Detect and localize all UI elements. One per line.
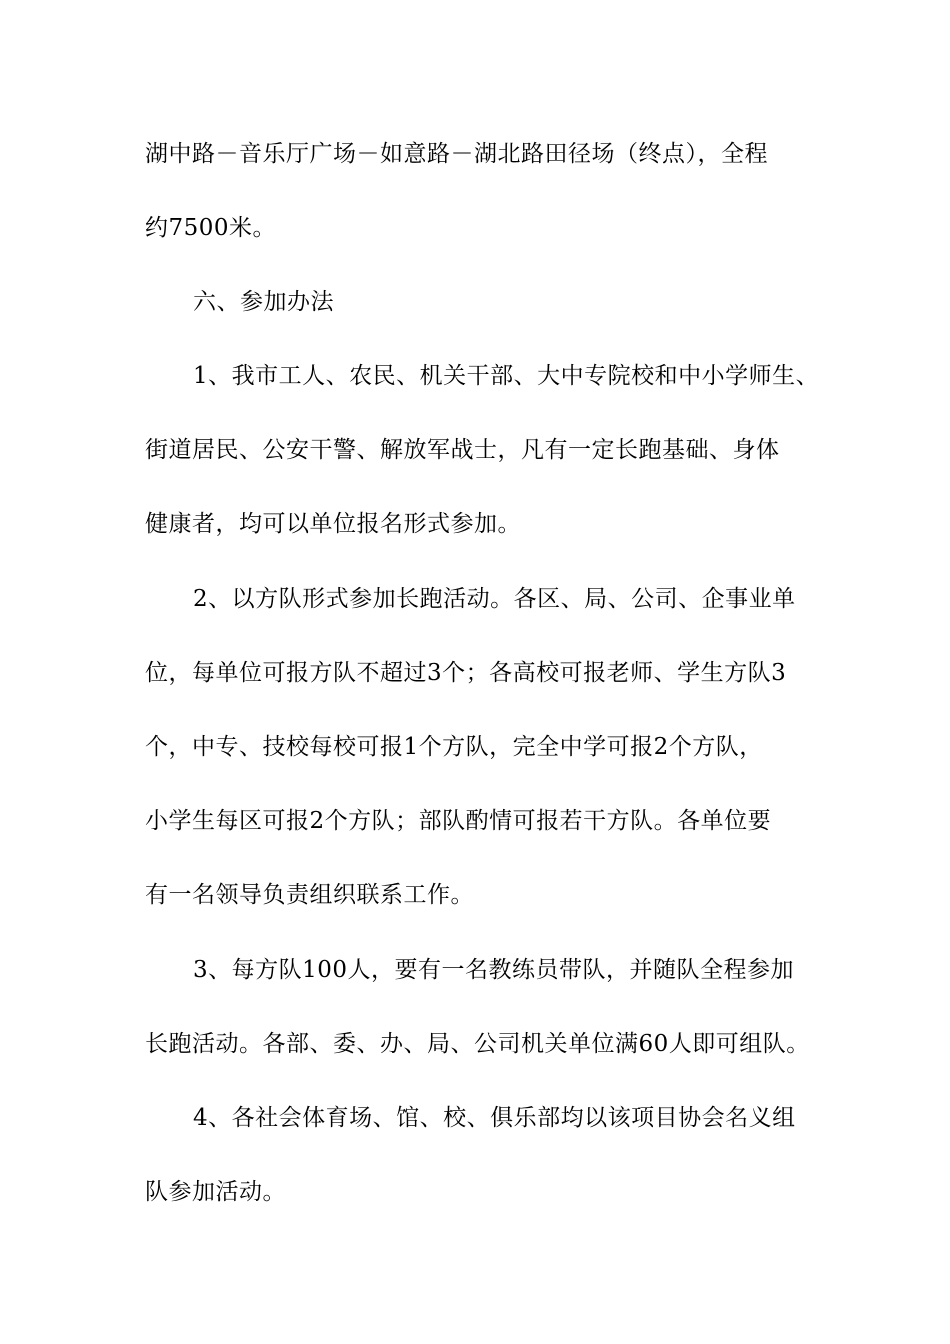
route-text-line: 湖中路－音乐厅广场－如意路－湖北路田径场（终点），全程 (145, 141, 768, 167)
item-4-line-2: 队参加活动。 (145, 1179, 286, 1205)
item-1-line-3: 健康者，均可以单位报名形式参加。 (145, 511, 521, 537)
route-distance-line: 约7500米。 (145, 215, 277, 241)
item-2-line-2: 位，每单位可报方队不超过3个；各高校可报老师、学生方队3 (145, 660, 787, 686)
item-1-line-1: 1、我市工人、农民、机关干部、大中专院校和中小学师生、 (193, 363, 820, 389)
item-2-line-3: 个，中专、技校每校可报1个方队，完全中学可报2个方队， (145, 734, 763, 760)
item-3-line-2: 长跑活动。各部、委、办、局、公司机关单位满60人即可组队。 (145, 1031, 810, 1057)
item-2-line-5: 有一名领导负责组织联系工作。 (145, 882, 474, 908)
item-1-line-2: 街道居民、公安干警、解放军战士，凡有一定长跑基础、身体 (145, 437, 780, 463)
item-3-line-1: 3、每方队100人，要有一名教练员带队，并随队全程参加 (193, 957, 795, 983)
section-heading: 六、参加办法 (193, 289, 334, 315)
item-2-line-1: 2、以方队形式参加长跑活动。各区、局、公司、企事业单 (193, 586, 796, 612)
item-4-line-1: 4、各社会体育场、馆、校、俱乐部均以该项目协会名义组 (193, 1105, 796, 1131)
item-2-line-4: 小学生每区可报2个方队；部队酌情可报若干方队。各单位要 (145, 808, 772, 834)
